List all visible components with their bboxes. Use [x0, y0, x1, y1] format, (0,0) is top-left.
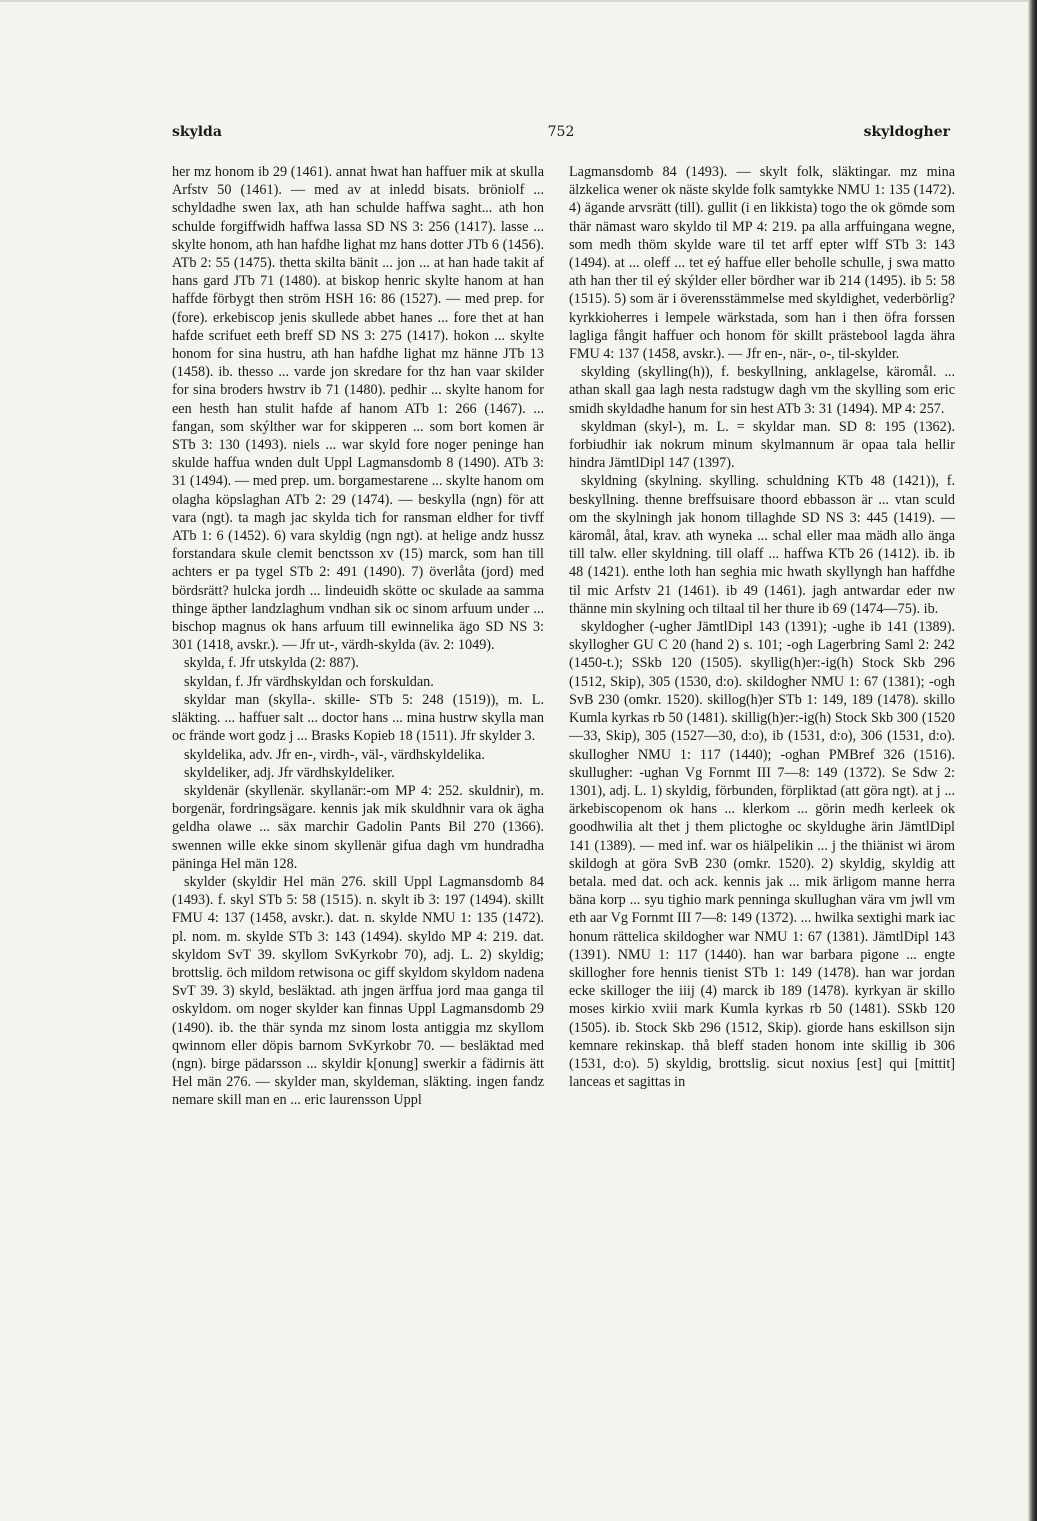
book-spine-edge [1028, 0, 1037, 1521]
entry-continuation-right: Lagmansdomb 84 (1493). — skylt folk, släktingar. mz mina älzkelica wener ok näste skylde folk samtykke NMU 1: 135 (1472). 4) ägande arvsrätt (till). gullit (i en likkista) togo the ok gömde som thär nämast waro skyldo til MP 4: 219. pa alla arffuingana wegne, som medh thöm skylde ware til tet arff epter wlff STb 3: 143 (1494). at ... oleff ... tet eý haffue eller beholle schulle, j swa matto ath han ther til eý skýlder eller bördher war ib 214 (1495). ib 5: 58 (1515). 5) som är i överensstämmelse med skyldighet, vederbörlig? kyrkkioherres i lempele wärkstada, som han i then öfra forssen lagliga fångit haffuer och honom för skillt prästebool lagda ähra FMU 4: 137 (1458, avskr.). — Jfr en-, när-, o-, til-skylder. [569, 164, 955, 363]
entry-skyldelika: skyldelika, adv. Jfr en-, virdh-, väl-, värdhskyldelika. [184, 746, 485, 763]
page-number: 752 [547, 124, 575, 140]
entry-skylder: skylder (skyldir Hel män 276. skill Uppl Lagmansdomb 84 (1493). f. skyl STb 5: 58 (1515). n. skylt ib 3: 197 (1494). skillt FMU 4: 137 (1458, avskr.). dat. n. skylde NMU 1: 135 (1472). pl. nom. m. skylde STb 3: 143 (1494). skyldo MP 4: 219. dat. skyldom SvT 39. skyllom SvKyrkobr 70), adj. L. 2) skyldig; brottslig. öch mildom retwisona oc giff skyldom skyldom nadena SvT 39. 3) skyld, besläktad. ath jngen ärffua jord maa ganga til oskyldom. om noger skylder kan finnas Uppl Lagmansdomb 29 (1490). ib. the thär synda mz sinom losta antiggia mz skyllom qwinnom eller döpis barnom SvKyrkobr 70. — besläktad med (ngn). birge pädarsson ... skyldir k[onung] swerkir a fädirnis ätt Hel män 276. — skylder man, skyldeman, släkting. ingen fandz nemare skill man en ... eric laurensson Uppl [172, 873, 544, 1109]
entry-skylda: skylda, f. Jfr utskylda (2: 887). [184, 655, 359, 672]
header-left-word: skylda [172, 124, 222, 140]
entry-skyldar-man: skyldar man (skylla-. skille- STb 5: 248 (1519)), m. L. släkting. ... haffuer salt ... doctor hans ... mina hustrw skylla man oc frände wort godz j ... Brasks Kopieb 18 (1511). Jfr skylder 3. [172, 691, 544, 745]
header-right-word: skyldogher [863, 124, 950, 140]
right-column [569, 163, 955, 1363]
page-top-edge [0, 0, 1037, 2]
left-column [172, 163, 544, 1363]
entry-continuation: her mz honom ib 29 (1461). annat hwat han haffuer mik at skulla Arfstv 50 (1461). — med av at inledd bisats. bröniolf ... schyldadhe swen lax, ath han schulde haffwa saght... ath hon schulde forgiffwidh haffwa lassa SD NS 3: 256 (1417). lasse ... skylte honom, ath han hafdhe lighat mz hans dotter JTb 6 (1456). ATb 2: 55 (1475). thetta skilta bänit ... jon ... at han hade takit af hans gard JTb 71 (1480). at biskop henric skylte hanom at han haffde förbygt then ström HSH 16: 86 (1527). — med prep. for (fore). erkebiscop jenis skullede abbet hanes ... fore thet at han hafde scrifuet eeth breff SD NS 3: 275 (1417). hokon ... skylte honom for sina hustru, ath han hafdhe lighat mz hänne JTb 13 (1458). ib. thesso ... varde jon skredare for thz han vaar skilder for sina broders hwstrv ib 71 (1480). pedhir ... skylte hanom for een hesth han stulit hafde af hanom ATb 1: 266 (1467). ... fangan, som skýlther war for skipperen ... som bort komen är STb 3: 130 (1493). niels ... war skyld fore noger peninge han skulde haffua wnden dult Uppl Lagmansdomb 8 (1490). ATb 3: 31 (1494). — med prep. um. borgamestarene ... skylte hanom om olagha köpslaghan ATb 2: 29 (1474). — beskylla (ngn) för att vara (ngt). ta magh jac skylda tich for ransman eldher for tivff ATb 1: 6 (1452). 6) vara skyldig (ngn ngt). at helige andz hussz forstandara skule clemit benctsson xv (15) marck, som han till achters er pa tygel STb 2: 491 (1490). 7) överlåta (jord) med bördsrätt? hulcka jordh ... lindeuidh skötte oc skulade aa samma thinge äpther landzlaghum vndhan sik oc sinom arfuum under ... bischop magnus ok hans arfuum till ewinnelika ägo SD NS 3: 301 (1418, avskr.). — Jfr ut-, värdh-skylda (äv. 2: 1049). [172, 164, 544, 654]
entry-skyldenar: skyldenär (skyllenär. skyllanär:-om MP 4: 252. skuldnir), m. borgenär, fordringsägare. kennis jak mik skuldhnir vara ok ägha geldha olawe ... säx marchir Gadolin Pants Bil 270 (1366). swennen wille ekke sinom skyllenär gifua dagh vm hundradha päninga Hel män 128. [172, 782, 544, 872]
entry-skyldogher: skyldogher (-ugher JämtlDipl 143 (1391); -ughe ib 141 (1389). skyllogher GU C 20 (hand 2) s. 101; -ogh Lagerbring Saml 2: 242 (1450-t.); SSkb 120 (1505). skyllig(h)er:-ig(h) Stock Skb 296 (1512, Skip), 305 (1530, d:o). skildogher NMU 1: 67 (1381); -ogh SvB 230 (omkr. 1520). skillog(h)er STb 1: 149, 189 (1478). skillo Kumla kyrkas rb 50 (1481). skillig(h)er:-ig(h) Stock Skb 300 (1520—33, Skip), 305 (1527—30, d:o), ib (1531, d:o), 306 (1531, d:o). skullogher NMU 1: 117 (1440); -oghan PMBref 326 (1516). skullugher: -ughan Vg Fornmt III 7—8: 149 (1372). Se Sdw 2: 1301), adj. L. 1) skyldig, förbunden, förpliktad (att göra ngt). at j ... ärkebiscopenom ok hans ... klerkom ... görin medh kerleek ok goodhwilia alt thet j them plictoghe oc skyldughe ärin JämtlDipl 141 (1389). — med inf. war os hiälpelikin ... j the thiänist wi ärom skildogh at göra SvB 230 (omkr. 1520). 2) skyldig, skyldig att betala. med dat. och ack. kennis jak ... mik ärligom manne herra bäna korp ... syu tighio mark penninga skullughan vära vm jwll vm eth aar Vg Fornmt III 7—8: 149 (1372). ... hwilka sextighi mark iac honum rättelica skildogher war NMU 1: 67 (1381). JämtlDipl 143 (1391). NMU 1: 117 (1440). han war barbara pigone ... engte skillogher fore hennis tienist STb 1: 149 (1478). han war jordan ecke skilloger the iiij (4) marck ib 189 (1478). kyrkyan är skillo moses kirkio xviii mark Kumla kyrkas rb 50 (1481). SSkb 120 (1505). ib. Stock Skb 296 (1512, Skip). giorde hans eskillson sijn kemnare rekinskap. thå bleff staden honom inte skillig ib 306 (1531, d:o). 5) skyldig, brottslig. sicut noxius [est] qui [mittit] lanceas et sagittas in [569, 619, 955, 1091]
entry-skyldman: skyldman (skyl-), m. L. = skyldar man. SD 8: 195 (1362). forbiudhir iak nokrum minum skylmannum är opaa tala hellir hindra JämtlDipl 147 (1397). [569, 418, 955, 472]
entry-skyldan: skyldan, f. Jfr värdhskyldan och forskuldan. [184, 673, 434, 690]
entry-skylding: skylding (skylling(h)), f. beskyllning, anklagelse, käromål. ... athan skall gaa lagh nesta radstugw dagh vm the skylling som eric smidh skyldadhe hanum for sin hest ATb 3: 31 (1494). MP 4: 257. [569, 364, 955, 417]
entry-skyldeliker: skyldeliker, adj. Jfr värdhskyldeliker. [184, 764, 395, 781]
entry-skyldning: skyldning (skylning. skylling. schuldning KTb 48 (1421)), f. beskyllning. thenne breffsuisare thoord ebbasson är ... vtan sculd om the skylningh jak honom tillaghde SD NS 3: 445 (1419). — käromål, åtal, krav. ath wyneka ... schal eller maa mädh allo änga till talw. eller skyldning. till olaff ... haffwa KTb 26 (1412). ib. ib 48 (1421). enthe loth han seghia mic hwath skyllyngh han haffdhe til mic Arfstv 21 (1461). ib 49 (1461). jagh antwardar eder nw thänne min skylning och tiltaal til her thure ib 69 (1474—75). ib. [569, 473, 955, 617]
running-header [172, 124, 950, 146]
